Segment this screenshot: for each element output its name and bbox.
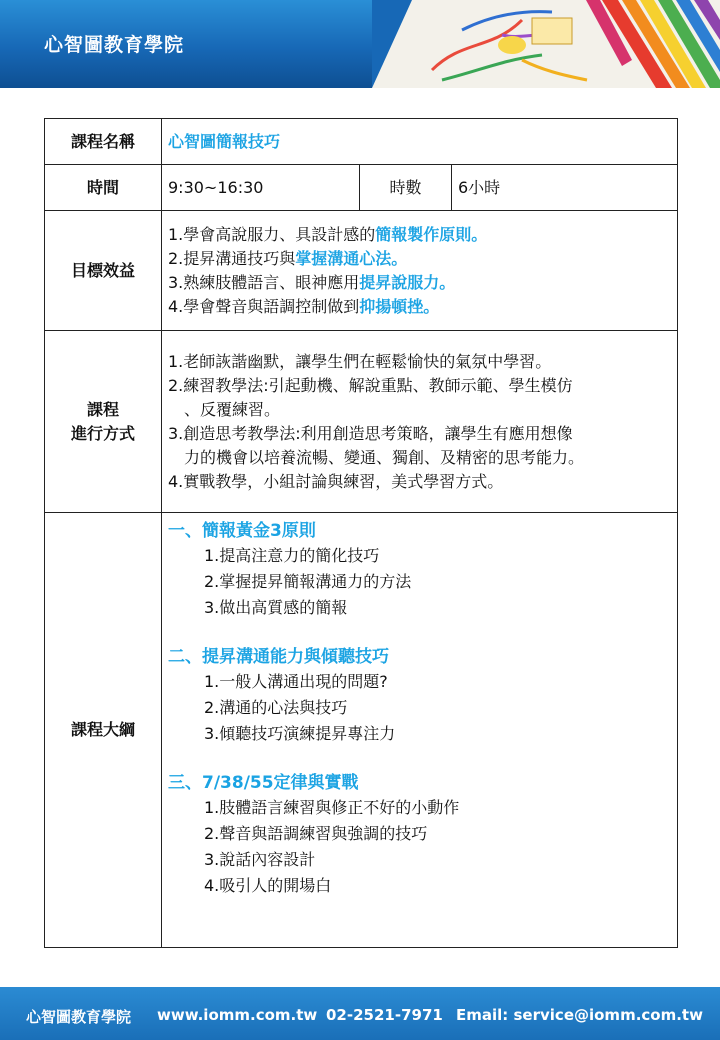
time-label: 時間: [45, 165, 162, 211]
method-item: 1.老師詼諧幽默，讓學生們在輕鬆愉快的氣氛中學習。: [168, 351, 552, 371]
header-title: 心智圖教育學院: [44, 34, 185, 56]
page-footer: [0, 987, 720, 1040]
method-item: 力的機會以培養流暢、變通、獨創、及精密的思考能力。: [184, 447, 585, 467]
outline-section-title: 二、提昇溝通能力與傾聽技巧: [168, 647, 389, 667]
goal-item: 3.熟練肢體語言、眼神應用提昇說服力。: [168, 272, 456, 292]
footer-website-link[interactable]: www.iomm.com.tw: [157, 1006, 318, 1024]
method-item: 4.實戰教學，小組討論與練習，美式學習方式。: [168, 471, 504, 491]
outline-item: 1.提高注意力的簡化技巧: [204, 546, 380, 565]
outline-item: 2.掌握提昇簡報溝通力的方法: [204, 572, 412, 591]
goal-item: 1.學會高說服力、具設計感的簡報製作原則。: [168, 224, 488, 244]
outline-item: 2.溝通的心法與技巧: [204, 698, 348, 717]
course-name: 心智圖簡報技巧: [162, 119, 678, 165]
footer-email-link[interactable]: Email: service@iomm.com.tw: [456, 1006, 703, 1024]
methods-cell: [162, 331, 678, 513]
outline-item: 3.傾聽技巧演練提昇專注力: [204, 724, 396, 743]
outline-cell: [162, 513, 678, 948]
course-name-label: 課程名稱: [45, 119, 162, 165]
method-item: 2.練習教學法:引起動機、解說重點、教師示範、學生模仿: [168, 375, 573, 395]
outline-section-title: 三、7/38/55定律與實戰: [168, 773, 359, 793]
mindmap-pencils-illustration: [372, 0, 720, 88]
method-item: 、反覆練習。: [184, 399, 281, 419]
method-label: 課程 進行方式: [45, 331, 162, 513]
goals-cell: [162, 211, 678, 331]
outline-item: 1.一般人溝通出現的問題?: [204, 672, 388, 691]
hours-value: 6小時: [452, 165, 678, 211]
course-info-table: [44, 118, 678, 948]
goals-label: 目標效益: [45, 211, 162, 331]
goal-item: 4.學會聲音與語調控制做到抑揚頓挫。: [168, 296, 440, 316]
hours-label: 時數: [360, 165, 452, 211]
time-value: 9:30~16:30: [162, 165, 360, 211]
outline-label: 課程大綱: [45, 513, 162, 948]
outline-item: 1.肢體語言練習與修正不好的小動作: [204, 798, 460, 817]
goal-item: 2.提昇溝通技巧與掌握溝通心法。: [168, 248, 408, 268]
method-item: 3.創造思考教學法:利用創造思考策略，讓學生有應用想像: [168, 423, 573, 443]
outline-item: 4.吸引人的開場白: [204, 876, 332, 895]
outline-section-title: 一、簡報黃金3原則: [168, 521, 316, 541]
outline-item: 3.做出高質感的簡報: [204, 598, 348, 617]
outline-item: 2.聲音與語調練習與強調的技巧: [204, 824, 428, 843]
footer-phone: 02-2521-7971: [326, 1006, 443, 1024]
footer-name: 心智圖教育學院: [26, 1008, 132, 1026]
page-header: [0, 0, 720, 88]
outline-item: 3.說話內容設計: [204, 850, 316, 869]
